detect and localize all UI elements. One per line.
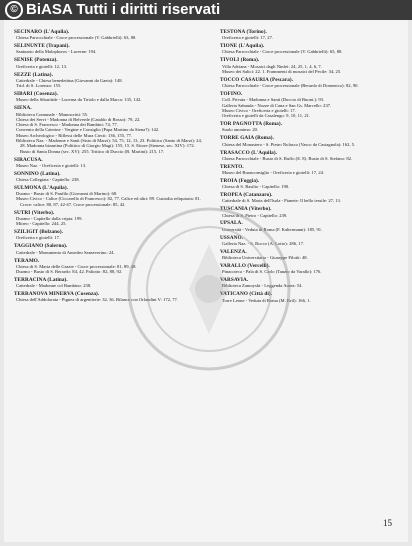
entry-place-name: TESTONA (Torino). xyxy=(220,29,267,35)
index-entry xyxy=(220,92,402,118)
entry-reference-line: Biblioteca Comunale - Manoscritti: 55. xyxy=(16,111,89,117)
entry-reference-line: Museo Civico - Calice (Ciccarello di Francesco): 82, 77. Calice ed altri: 89. Custodia reliquiaria: 81. Croce: calice: 80, 87, 42-47. Croce processionale: 85, 42. xyxy=(16,196,201,207)
entry-reference-line: Suolo anonimo: 20. xyxy=(222,127,259,133)
entry-place-name: VALENZA. xyxy=(220,248,247,255)
index-entry xyxy=(14,58,204,69)
entry-place-name: SULMONA (L'Aquila). xyxy=(14,184,69,191)
entry-place-name: TUSCANIA (Viterbo). xyxy=(220,206,272,213)
entry-reference-line: Chiesa Parrocchiale - Croce processionale (Berardo di Domenico): 82, 90. xyxy=(222,83,359,89)
index-entry xyxy=(220,136,402,147)
entry-reference-line: Cattedrale - Chiesa benedettina (Giovanni da Gaeta): 148. xyxy=(16,77,123,83)
entry-reference-line: Oreficeria e gioielli: 17, 27. xyxy=(222,35,274,41)
entry-reference-line: Chiesa di S. Pietro - Capitello: 239. xyxy=(222,212,288,218)
entry-reference-line: Biblioteca Naz. - Madonne e Santi (Sisto di Marzi): 54, 75, 12, 13, 23. Polittico (Santo di Marzi): 24, 28. Madonna bizantina (Polittico di Giorgio Magi): 155, 15. S. Ettore (Sienese, sec. XIV): 172. Busto di Santa Donna (sec. XV): 255. Trittico di Duccio (B. Martini): 215, 17. xyxy=(16,138,202,154)
entry-place-name: UPSALA. xyxy=(220,220,243,227)
index-entry xyxy=(220,292,402,303)
entry-reference-line: Chiesa dell'Addolorata - Pignea di argentierie: 32, 36. Bilance con Orlandini V: 172, 77. xyxy=(16,297,178,303)
entry-reference-line: Coll. Privata - Madonna e Santi (Duccio di Buoni.): 93. xyxy=(222,97,325,103)
entry-reference-line: Duomo - Busto di S. Berardo: 84, 42. Paliotto: 82, 88, 92. xyxy=(16,269,123,275)
entry-place-name: TRASACCO (L'Aquila). xyxy=(220,149,278,156)
entry-place-name: SECINARO (L'Aquila). xyxy=(14,29,70,35)
entry-place-name: VARALLO (Vercelli). xyxy=(220,263,270,269)
entry-reference-line: Oreficeria e gioielli: 12, 13. xyxy=(16,63,68,69)
entry-reference-line: Museo Civico - Oreficeria e gioielli: 17. xyxy=(222,107,296,113)
entry-place-name: TORRE GAIA (Roma). xyxy=(220,135,275,142)
entry-reference-line: Chiesa del Monastero - S. Pietro Nolasco (Vasco da Castagnola): 162, 5. xyxy=(222,141,356,147)
entry-place-name: SUTRI (Viterbo). xyxy=(14,209,55,216)
index-entry xyxy=(220,30,402,41)
entry-reference-line: Santuario della Malophoros - Lucerne: 194. xyxy=(16,49,97,55)
index-entry xyxy=(14,186,204,207)
entry-reference-line: Cattedrale - Monumento di Ansedeo Sanseverino: 24. xyxy=(16,249,115,255)
entry-reference-line: Pinacoteca - Pala di S. Carlo (Tanzio da Varallo): 176. xyxy=(222,269,322,275)
entry-reference-line: Museo Archeologico - Riflessi delle Mura Ciecii: 136, 155, 77. xyxy=(16,132,133,138)
entry-reference-line: Museo dei Salici: 22. 1. Frammenti di mosaici del Pecile: 34, 25. xyxy=(222,68,342,74)
entry-reference-line: Convento della Caterine - Vergine e Consiglio (Papa Martino da Siena?): 142. xyxy=(16,127,160,133)
entry-place-name: VATICANO (Città di). xyxy=(220,291,273,298)
entry-place-name: VARSAVIA. xyxy=(220,277,249,284)
entry-place-name: TERRANOVA MINERVA (Cosenza). xyxy=(14,291,100,298)
index-entry xyxy=(220,165,402,176)
index-entry xyxy=(14,44,204,55)
entry-reference-line: Oreficeria e gioielli da Casalengo: 9, 10, 11, 21. xyxy=(222,113,311,119)
index-entry xyxy=(220,151,402,162)
entry-place-name: TOCCO CASAURIA (Pescara). xyxy=(220,76,294,83)
entry-place-name: TOR PAGNOTTA (Roma). xyxy=(220,121,283,128)
index-entry xyxy=(14,278,204,289)
index-entry xyxy=(14,211,204,227)
index-entry xyxy=(14,259,204,275)
index-entry xyxy=(220,221,402,232)
entry-place-name: TERAMO. xyxy=(14,257,40,264)
index-entry xyxy=(220,122,402,133)
entry-reference-line: Museo del Buonconsiglio - Oreficeria e gioielli: 17, 24. xyxy=(222,169,325,175)
index-entry xyxy=(14,172,204,183)
entry-reference-line: Chiesa Parrocchiale - Croce processionale (V. Gabbrielli): 63, 88. xyxy=(16,35,137,41)
entry-place-name: TOFINO. xyxy=(220,91,243,98)
index-entry xyxy=(14,30,204,41)
watermark-text: BiASA Tutti i diritti riservati xyxy=(26,1,221,18)
index-entry xyxy=(220,278,402,289)
index-entry xyxy=(220,179,402,190)
index-entry xyxy=(220,207,402,218)
right-index-column xyxy=(220,30,402,307)
index-entry xyxy=(14,73,204,89)
entry-place-name: TIONE (L'Aquila). xyxy=(220,43,265,50)
entry-place-name: TIVOLI (Roma). xyxy=(220,57,260,64)
entry-reference-line: Galleria Naz. - S. Rocco (A. Lotto): 286, 17. xyxy=(222,240,305,246)
entry-reference-line: Trid. di S. Lorenzo: 155. xyxy=(16,83,62,89)
entry-reference-line: Chiesa di S. Basilio - Capitello: 190. xyxy=(222,184,290,190)
index-entry xyxy=(220,44,402,55)
entry-reference-line: Museo della Sibaritide - Lucerna da Tiriolo e dalla Marca: 135, 142. xyxy=(16,97,142,103)
entry-place-name: SZILIGIT (Bolzano). xyxy=(14,229,64,236)
entry-reference-line: Biblioteca Universitaria - Giuseppe Filotti: 48. xyxy=(222,255,308,261)
entry-reference-line: Oreficeria e gioielli: 17. xyxy=(16,235,61,241)
entry-place-name: TERRACINA (Latina). xyxy=(14,277,68,283)
left-index-column xyxy=(14,30,204,306)
index-entry xyxy=(14,230,204,241)
entry-reference-line: Chiesa Parrocchiale - Busto di S. Ruffo (E. 8). Busto di S. Stefano: 82. xyxy=(222,155,353,161)
entry-place-name: SIBARI (Cosenza). xyxy=(14,91,59,98)
entry-reference-line: Biblioteca Zamoyski - Leggenda Aurea: 54. xyxy=(222,283,303,289)
entry-reference-line: Museo Naz. - Oreficeria e gioielli: 13. xyxy=(16,162,87,168)
entry-place-name: SELINUNTE (Trapani). xyxy=(14,43,70,50)
entry-reference-line: Cattedrale - Madonne col Bambino: 238. xyxy=(16,283,92,289)
index-entry xyxy=(14,92,204,103)
entry-place-name: TAGGIANO (Salerno). xyxy=(14,243,68,250)
document-page xyxy=(4,4,408,542)
entry-place-name: SONNINO (Latina). xyxy=(14,170,61,177)
index-entry xyxy=(220,250,402,261)
entry-place-name: TRENTO. xyxy=(220,163,244,170)
entry-place-name: SEZZE (Latina). xyxy=(14,71,53,78)
entry-reference-line: Cattedrale di S. Maria dell'Isola - Pianete: Il bello tessile: 27, 13. xyxy=(222,198,341,204)
entry-reference-line: Torre Leone - Veduta di Roma (M. Bril): 166, 1. xyxy=(222,297,311,303)
index-entry xyxy=(220,58,402,74)
entry-reference-line: Chiesa di S. Maria delle Grazie - Croce processionale: 81, 89, 48. xyxy=(16,263,137,269)
entry-reference-line: Duomo - Busto di S. Panfilo (Giovanni di Marino): 68. xyxy=(16,191,118,197)
entry-reference-line: Chiesa Collegiata - Capitello: 238. xyxy=(16,176,80,182)
rights-watermark-banner xyxy=(0,0,412,20)
index-entry xyxy=(14,106,204,154)
index-entry xyxy=(14,158,204,169)
entry-reference-line: Università - Veduta di Roma (F. Kaltermann): 185, 91. xyxy=(222,226,323,232)
index-entry xyxy=(220,264,402,275)
entry-reference-line: Mitreo - Capitello: 244, 25. xyxy=(16,221,67,227)
entry-reference-line: Chiesa Parrocchiale - Croce processionale (V. Gabbrielli): 65, 88. xyxy=(222,49,343,55)
entry-place-name: SIENA. xyxy=(14,105,32,112)
entry-reference-line: Galleria Sabauda - Nozze di Cana e San Gs. Marcello: 237. xyxy=(222,102,332,108)
entry-reference-line: Villa Adriana - Mosaici dagli Ninfei: 24, 25, 1, 4, 6, 7. xyxy=(222,63,322,69)
copyright-icon: © xyxy=(5,1,23,19)
entry-place-name: TROPEA (Catanzaro). xyxy=(220,192,273,199)
index-entry xyxy=(220,78,402,89)
entry-reference-line: Chiesa di S. Francesco - Madonna dei Bambini: 74, 77. xyxy=(16,122,118,128)
entry-place-name: SIRACUSA. xyxy=(14,156,43,163)
index-entry xyxy=(220,193,402,204)
entry-place-name: TROIA (Foggia). xyxy=(220,177,260,184)
page-number: 15 xyxy=(383,518,392,528)
entry-reference-line: Chiesa dei Servi - Madonna di Belverde (Cataldo di Rosso): 79, 22. xyxy=(16,116,141,122)
entry-place-name: USSANO. xyxy=(220,234,244,241)
entry-reference-line: Duomo - Capitello dalla cripta: 199. xyxy=(16,215,83,221)
index-entry xyxy=(14,244,204,255)
index-entry xyxy=(14,292,204,303)
entry-place-name: SENISE (Potenza). xyxy=(14,57,58,64)
index-entry xyxy=(220,236,402,247)
